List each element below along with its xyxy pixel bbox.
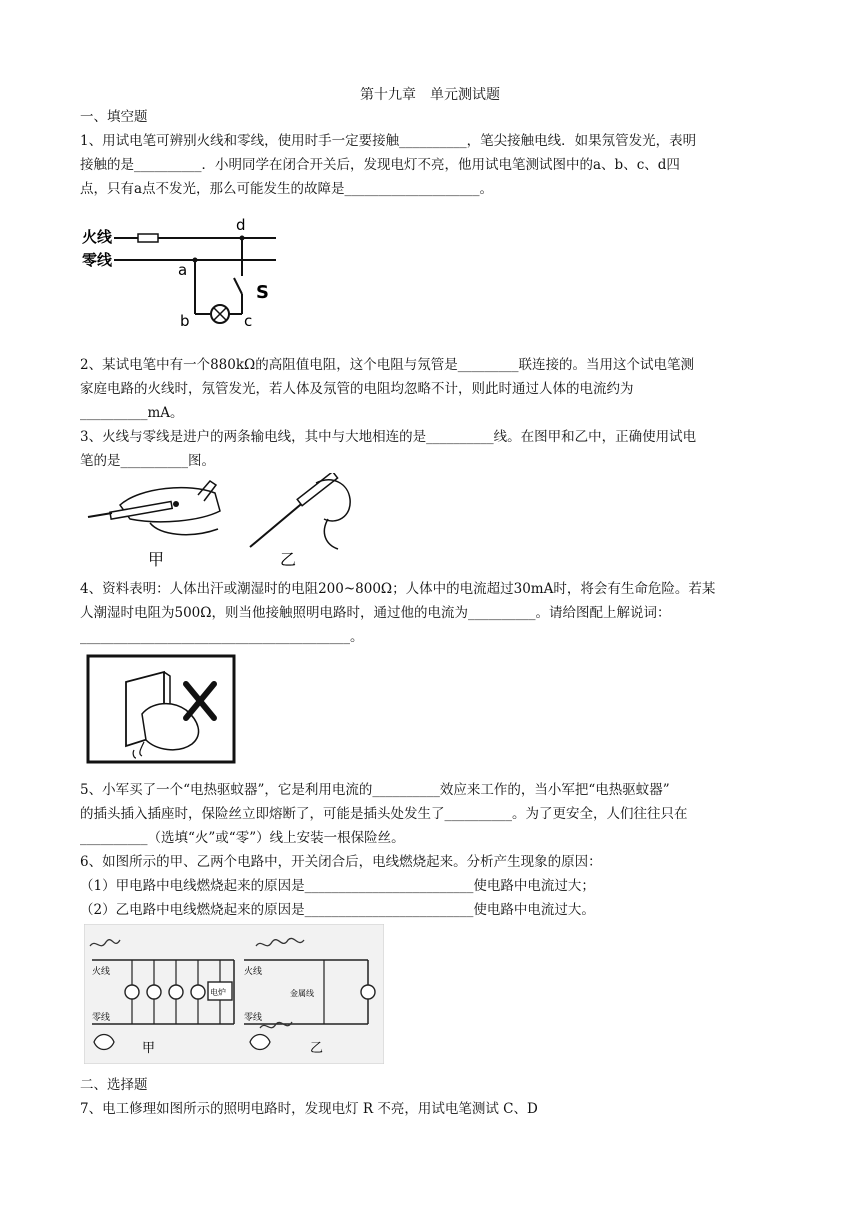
question-6-line-1: 6、如图所示的甲、乙两个电路中，开关闭合后，电线燃烧起来。分析产生现象的原因： — [80, 854, 602, 870]
label-neutral-wire-jia: 零线 — [92, 1013, 111, 1023]
label-hot-wire-jia: 火线 — [92, 967, 111, 977]
label-appliance: 电炉 — [210, 988, 226, 997]
question-6-line-2: （1）甲电路中电线燃烧起来的原因是_________________________使电路中电流过大； — [80, 878, 595, 894]
question-5-line-3: __________（选填“火”或“零”）线上安装一根保险丝。 — [80, 830, 405, 846]
switch-icon — [234, 278, 242, 294]
page-title: 第十九章 单元测试题 — [360, 87, 500, 103]
question-1-line-2: 接触的是__________．小明同学在闭合开关后，发现电灯不亮，他用试电笔测试图中的a、b、c、d四 — [80, 157, 680, 173]
question-7-line-1: 7、电工修理如图所示的照明电路时，发现电灯 R 不亮，用试电笔测试 C、D — [80, 1101, 538, 1117]
question-2-line-3: __________mA。 — [80, 405, 184, 421]
question-4-line-2: 人潮湿时电阻为500Ω，则当他接触照明电路时，通过他的电流为__________。请给图配上解说词： — [80, 605, 671, 621]
label-jia-circuit: 甲 — [142, 1041, 156, 1056]
point-label-a: a — [178, 261, 188, 279]
point-label-d: d — [236, 216, 246, 234]
question-4-line-1: 4、资料表明：人体出汗或潮湿时的电阻200~800Ω；人体中的电流超过30mA时，将会有生命危险。若某 — [80, 581, 716, 597]
question-6-line-3: （2）乙电路中电线燃烧起来的原因是_________________________使电路中电流过大。 — [80, 902, 595, 918]
fuse-icon — [138, 234, 158, 242]
lamp-icon — [361, 985, 375, 999]
label-hot-wire: 火线 — [82, 228, 113, 246]
figure-1-circuit — [80, 212, 280, 334]
flame-icon — [94, 1035, 114, 1050]
point-label-b: b — [180, 312, 190, 330]
test-pen-jia — [88, 481, 220, 535]
lamp-icon — [125, 985, 139, 999]
figure-6-circuits — [84, 924, 384, 1064]
question-2-line-2: 家庭电路的火线时，氖管发光，若人体及氖管的电阻均忽略不计，则此时通过人体的电流约为 — [80, 381, 634, 397]
flame-icon — [250, 1035, 270, 1050]
question-4-line-3: ________________________________________。 — [80, 629, 364, 645]
label-yi: 乙 — [280, 550, 297, 569]
point-label-c: c — [244, 312, 253, 330]
label-neutral-wire: 零线 — [82, 251, 113, 269]
question-5-line-2: 的插头插入插座时，保险丝立即熔断了，可能是插头处发生了__________。为了更安全，人们往往只在 — [80, 806, 688, 822]
section-heading-multiple-choice: 二、选择题 — [80, 1077, 148, 1093]
question-1-line-1: 1、用试电笔可辨别火线和零线，使用时手一定要接触__________，笔尖接触电线．如果氖管发光，表明 — [80, 133, 697, 149]
question-1-line-3: 点，只有a点不发光，那么可能发生的故障是____________________。 — [80, 181, 494, 197]
lamp-icon — [169, 985, 183, 999]
figure-4-wet-hand-socket — [86, 654, 236, 764]
label-hot-wire-yi: 火线 — [244, 967, 263, 977]
label-bare-wire: 金属线 — [290, 989, 314, 998]
label-jia: 甲 — [148, 550, 165, 569]
label-yi-circuit: 乙 — [310, 1041, 324, 1056]
lamp-icon — [191, 985, 205, 999]
question-2-line-1: 2、某试电笔中有一个880kΩ的高阻值电阻，这个电阻与氖管是_________联连接的。当用这个试电笔测 — [80, 357, 694, 373]
switch-label-s: S — [256, 282, 269, 303]
lamp-icon — [147, 985, 161, 999]
question-5-line-1: 5、小军买了一个“电热驱蚊器”，它是利用电流的__________效应来工作的，当小军把“电热驱蚊器” — [80, 782, 670, 798]
question-3-line-1: 3、火线与零线是进户的两条输电线，其中与大地相连的是__________线。在图甲和乙中，正确使用试电 — [80, 429, 697, 445]
section-heading-fill-blank: 一、填空题 — [80, 109, 148, 125]
question-3-line-2: 笔的是__________图。 — [80, 453, 215, 469]
label-neutral-wire-yi: 零线 — [244, 1013, 263, 1023]
test-pen-yi — [250, 473, 350, 549]
figure-3-test-pens — [80, 473, 370, 573]
